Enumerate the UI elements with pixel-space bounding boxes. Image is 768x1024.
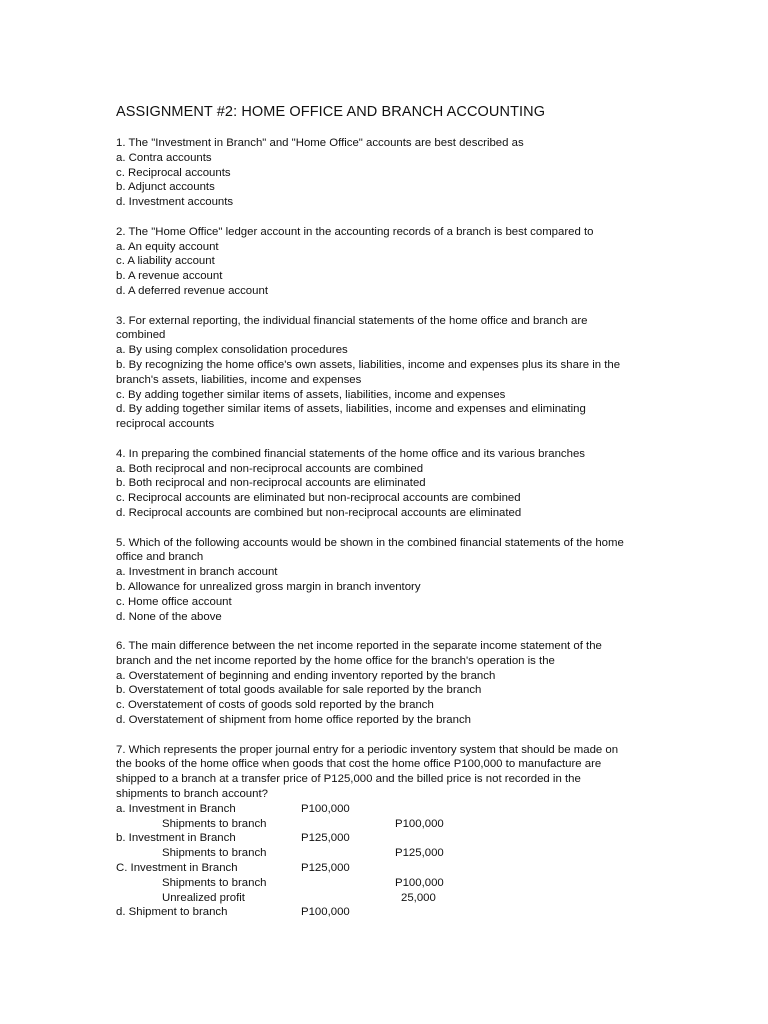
credit-amount: P100,000 (395, 876, 444, 889)
option: d. By adding together similar items of assets, liabilities, income and expenses and eliminating (116, 403, 586, 416)
journal-row (116, 831, 658, 846)
account-name: d. Shipment to branch (116, 906, 228, 919)
option: d. A deferred revenue account (116, 284, 268, 297)
option: d. Overstatement of shipment from home office reported by the branch (116, 714, 471, 727)
option: a. An equity account (116, 240, 219, 253)
question-3 (116, 314, 658, 432)
option: d. Investment accounts (116, 196, 234, 209)
assignment-title: ASSIGNMENT #2: HOME OFFICE AND BRANCH ACCOUNTING (116, 104, 546, 120)
journal-row (116, 817, 658, 832)
journal-row (116, 876, 658, 891)
option: c. Reciprocal accounts (116, 166, 231, 179)
option: c. Home office account (116, 595, 232, 608)
question-stem: 4. In preparing the combined financial statements of the home office and its various branches (116, 447, 585, 460)
question-stem-continued: combined (116, 329, 166, 342)
journal-row (116, 846, 658, 861)
question-stem: 6. The main difference between the net income reported in the separate income statement of the (116, 640, 602, 653)
question-6 (116, 639, 658, 728)
option: d. Reciprocal accounts are combined but non-reciprocal accounts are eliminated (116, 506, 522, 519)
option-continued: reciprocal accounts (116, 418, 215, 431)
account-name: Unrealized profit (162, 891, 245, 904)
account-name: Shipments to branch (162, 817, 267, 830)
question-stem: 1. The "Investment in Branch" and "Home Office" accounts are best described as (116, 137, 524, 149)
option: a. Both reciprocal and non-reciprocal accounts are combined (116, 462, 424, 475)
credit-amount: 25,000 (401, 891, 436, 904)
journal-row (116, 802, 658, 817)
option: b. By recognizing the home office's own assets, liabilities, income and expenses plus its share in the (116, 358, 621, 371)
question-stem-continued: shipped to a branch at a transfer price of P125,000 and the billed price is not recorded in the (116, 773, 581, 786)
question-stem: 5. Which of the following accounts would be shown in the combined financial statements of the home (116, 536, 624, 549)
debit-amount: P125,000 (301, 832, 350, 845)
option: b. Overstatement of total goods available for sale reported by the branch (116, 684, 482, 697)
option: a. Contra accounts (116, 151, 212, 164)
question-stem: 7. Which represents the proper journal entry for a periodic inventory system that should be made on (116, 743, 619, 756)
option: b. Both reciprocal and non-reciprocal accounts are eliminated (116, 477, 426, 490)
question-5 (116, 536, 658, 625)
question-stem-continued: branch and the net income reported by the home office for the branch's operation is the (116, 654, 555, 667)
debit-amount: P100,000 (301, 906, 350, 919)
journal-entries (116, 802, 658, 920)
question-1 (116, 136, 658, 210)
question-2 (116, 225, 658, 299)
question-7 (116, 743, 658, 921)
option: c. Reciprocal accounts are eliminated but non-reciprocal accounts are combined (116, 492, 521, 505)
account-name: C. Investment in Branch (116, 862, 238, 875)
journal-row (116, 891, 658, 906)
account-name: b. Investment in Branch (116, 832, 236, 845)
journal-row (116, 905, 658, 920)
account-name: Shipments to branch (162, 876, 267, 889)
credit-amount: P125,000 (395, 847, 444, 860)
question-stem-continued: office and branch (116, 551, 204, 564)
credit-amount: P100,000 (395, 817, 444, 830)
option: c. By adding together similar items of assets, liabilities, income and expenses (116, 388, 506, 401)
debit-amount: P125,000 (301, 862, 350, 875)
option: d. None of the above (116, 610, 222, 623)
option: a. Overstatement of beginning and ending inventory reported by the branch (116, 669, 496, 682)
account-name: Shipments to branch (162, 847, 267, 860)
option: c. A liability account (116, 255, 215, 268)
question-stem-continued: shipments to branch account? (116, 788, 268, 801)
debit-amount: P100,000 (301, 802, 350, 815)
option: b. Adjunct accounts (116, 181, 215, 194)
option-continued: branch's assets, liabilities, income and expenses (116, 373, 362, 386)
question-stem: 3. For external reporting, the individual financial statements of the home office and branch are (116, 314, 588, 327)
question-stem: 2. The "Home Office" ledger account in the accounting records of a branch is best compared to (116, 225, 594, 238)
option: c. Overstatement of costs of goods sold reported by the branch (116, 699, 434, 712)
question-4 (116, 447, 658, 521)
journal-row (116, 861, 658, 876)
question-stem-continued: the books of the home office when goods that cost the home office P100,000 to manufacture are (116, 758, 602, 771)
option: b. Allowance for unrealized gross margin in branch inventory (116, 580, 421, 593)
option: a. Investment in branch account (116, 566, 278, 579)
account-name: a. Investment in Branch (116, 802, 236, 815)
option: b. A revenue account (116, 270, 223, 283)
option: a. By using complex consolidation procedures (116, 344, 348, 357)
